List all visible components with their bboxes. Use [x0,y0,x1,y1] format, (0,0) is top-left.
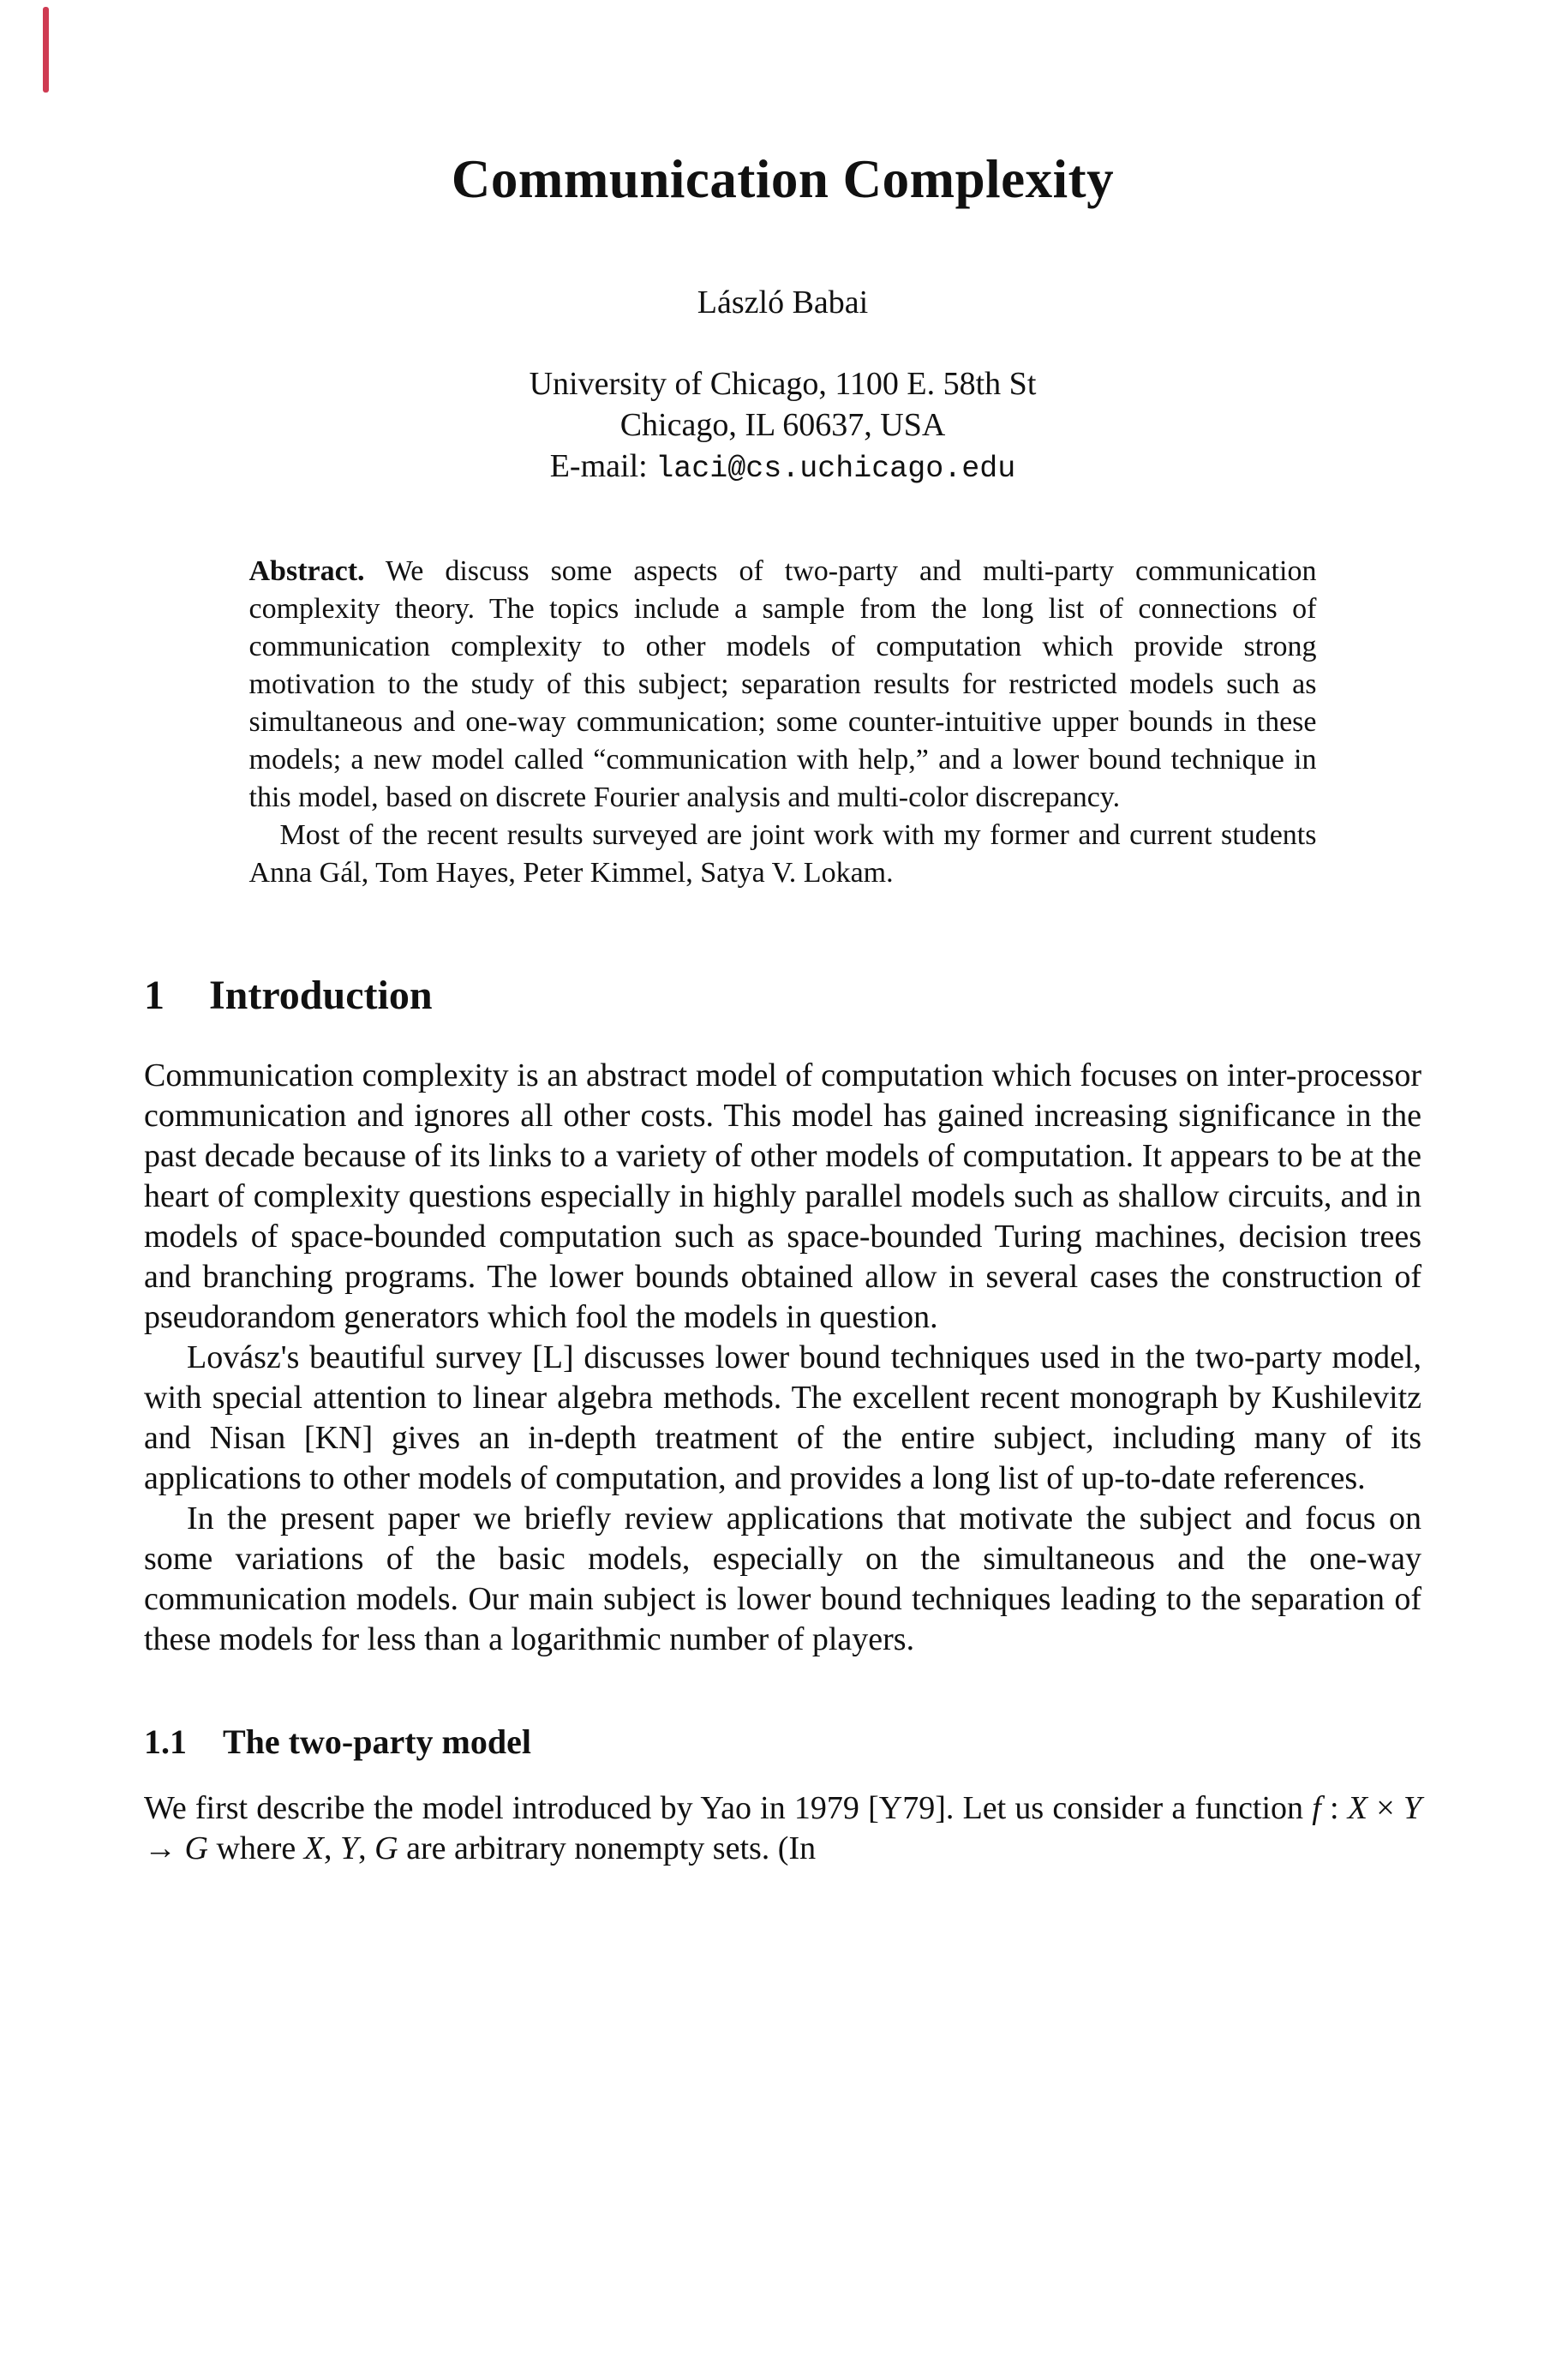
introduction-paragraph-1: Communication complexity is an abstract model of computation which focuses on inter-processor communication and ignores all other costs. This model has gained increasing significance in the past decade because of its links to a variety of other models of computation. It appears to be at the heart of complexity questions especially in highly parallel models such as shallow circuits, and in models of space-bounded computation such as space-bounded Turing machines, decision trees and branching programs. The lower bounds obtained allow in several cases the construction of pseudorandom generators which fool the models in question. [144,1057,1421,1336]
abstract-paragraph-1: Abstract. We discuss some aspects of two-party and multi-party communication complexity theory. The topics include a sample from the long list of connections of communication complexity to other models of computation which provide strong motivation to the study of this subject; separation results for restricted models such as simultaneous and one-way communication; some counter-intuitive upper bounds in these models; a new model called “communication with help,” and a lower bound technique in this model, based on discrete Fourier analysis and multi-color discrepancy. [248,554,1317,813]
affiliation-line-1: University of Chicago, 1100 E. 58th St [529,365,1037,402]
abstract-paragraph-2: Most of the recent results surveyed are joint work with my former and current students Anna Gál, Tom Hayes, Peter Kimmel, Satya V. Lokam. [248,818,1317,889]
introduction-paragraph-2: Lovász's beautiful survey [L] discusses lower bound techniques used in the two-party model, with special attention to linear algebra methods. The excellent recent monograph by Kushilevitz and Nisan [KN] gives an in-depth treatment of the entire subject, including many of its applications to other models of computation, and provides a long list of up-to-date references. [144,1339,1421,1497]
section-title: Introduction [209,972,433,1018]
email-address: laci@cs.uchicago.edu [655,451,1016,486]
paper-title: Communication Complexity [451,149,1115,209]
introduction-paragraph-3: In the present paper we briefly review applications that motivate the subject and focus on some variations of the basic models, especially on the simultaneous and the one-way communication models. Our main subject is lower bound techniques leading to the separation of these models for less than a logarithmic number of players. [144,1500,1421,1658]
subsection-title: The two-party model [223,1722,531,1762]
scan-artifact-line [43,7,49,93]
two-party-paragraph-1: We first describe the model introduced by Yao in 1979 [Y79]. Let us consider a function f : X × Y → G where X, Y, G are arbitrary nonempty sets. (In [144,1790,1421,1867]
section-heading-introduction [144,971,1421,1021]
affiliation-block [144,363,1421,489]
email-label: E-mail: [549,447,648,484]
subsection-number: 1.1 [144,1722,187,1762]
affiliation-email-line [144,446,1421,489]
author-name: László Babai [697,284,869,320]
section-number: 1 [144,972,165,1018]
introduction-paragraphs [144,1056,1421,1660]
abstract [249,553,1317,892]
affiliation-line-2: Chicago, IL 60637, USA [619,406,946,443]
two-party-paragraphs [144,1788,1421,1869]
subsection-heading-two-party-model [144,1722,1421,1763]
